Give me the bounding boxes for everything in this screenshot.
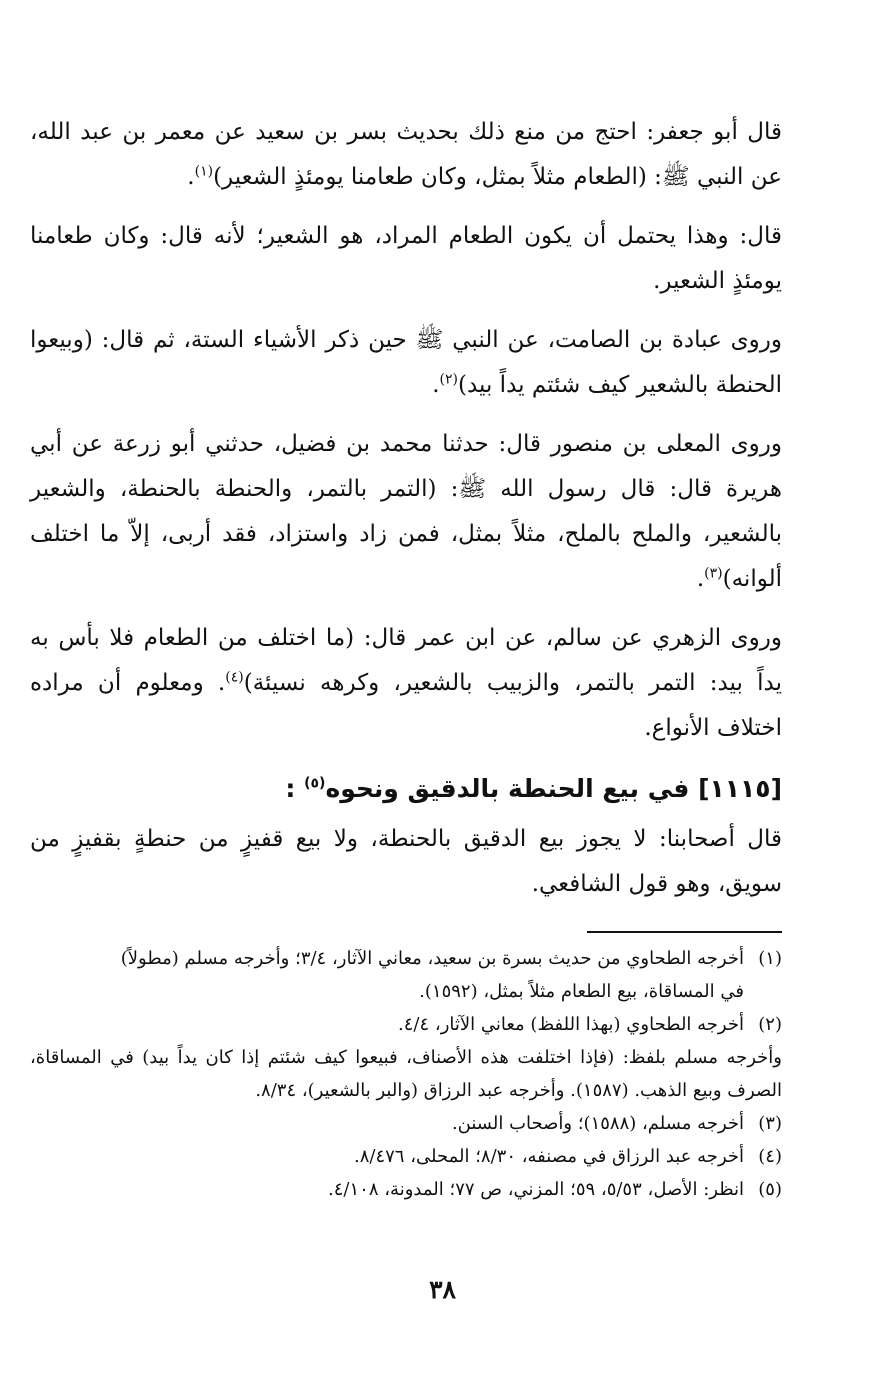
footnote-1-continued: في المساقاة، بيع الطعام مثلاً بمثل، (١٥٩٢). [419, 981, 744, 1002]
footnote-number: (٤) [758, 1146, 782, 1167]
footnote-divider [587, 931, 782, 933]
footnote-4: (٤)أخرجه عبد الرزاق في مصنفه، ٨/٣٠؛ المحلى، ٨/٤٧٦. [30, 1140, 782, 1173]
page-number: ٣٨ [429, 1275, 456, 1304]
paragraph-6: قال أصحابنا: لا يجوز بيع الدقيق بالحنطة، ولا بيع قفيزٍ من حنطةٍ بقفيزٍ من سويق، وهو قول الشافعي. [30, 826, 782, 897]
paragraph-3: وروى عبادة بن الصامت، عن النبي ﷺ حين ذكر الأشياء الستة، ثم قال: (وبيعوا الحنطة بالشعير كيف شئتم يداً بيد)$^{(٢)}$. [30, 327, 782, 398]
footnote-5: (٥)انظر: الأصل، ٥/٥٣، ٥٩؛ المزني، ص ٧٧؛ المدونة، ٤/١٠٨. [30, 1173, 782, 1206]
footnote-2: (٢)أخرجه الطحاوي (بهذا اللفظ) معاني الآثار، ٤/٤. [30, 1008, 782, 1041]
footnote-number: (٢) [758, 1014, 782, 1035]
paragraph-2: قال: وهذا يحتمل أن يكون الطعام المراد، هو الشعير؛ لأنه قال: وكان طعامنا يومئذٍ الشعير. [30, 223, 782, 294]
paragraph-5: وروى الزهري عن سالم، عن ابن عمر قال: (ما اختلف من الطعام فلا بأس به يداً بيد: التمر بالتمر، والزبيب بالشعير، وكرهه نسيئة)$^{(٤)}$. ومعلوم أن مراده اختلاف الأنواع. [30, 625, 782, 741]
footnote-number: (١) [758, 948, 782, 969]
footnote-1: (١)أخرجه الطحاوي من حديث بسرة بن سعيد، معاني الآثار، ٣/٤؛ وأخرجه مسلم (مطولاً) [30, 942, 782, 975]
main-text [30, 110, 782, 921]
footnotes [30, 942, 782, 1206]
footnote-2-continued: وأخرجه مسلم بلفظ: (فإذا اختلفت هذه الأصناف، فبيعوا كيف شئتم إذا كان يداً بيد) في المساقاة، الصرف وبيع الذهب. (١٥٨٧). وأخرجه عبد الرزاق (والبر بالشعير)، ٨/٣٤. [30, 1047, 782, 1101]
section-heading: [١١١٥] في بيع الحنطة بالدقيق ونحوه$^{(٥)}$ : [285, 774, 782, 803]
paragraph-4: وروى المعلى بن منصور قال: حدثنا محمد بن فضيل، حدثني أبو زرعة عن أبي هريرة قال: قال رسول الله ﷺ: (التمر بالتمر، والحنطة بالحنطة، والشعير بالشعير، والملح بالملح، مثلاً بمثل، فمن زاد واستزاد، فقد أربى، إلاّ ما اختلف ألوانه)$^{(٣)}$. [30, 431, 782, 592]
paragraph-1: قال أبو جعفر: احتج من منع ذلك بحديث بسر بن سعيد عن معمر بن عبد الله، عن النبي ﷺ: (الطعام مثلاً بمثل، وكان طعامنا يومئذٍ الشعير)$^{(١)}$. [30, 119, 782, 190]
footnote-number: (٣) [758, 1113, 782, 1134]
footnote-number: (٥) [758, 1179, 782, 1200]
footnote-3: (٣)أخرجه مسلم، (١٥٨٨)؛ وأصحاب السنن. [30, 1107, 782, 1140]
